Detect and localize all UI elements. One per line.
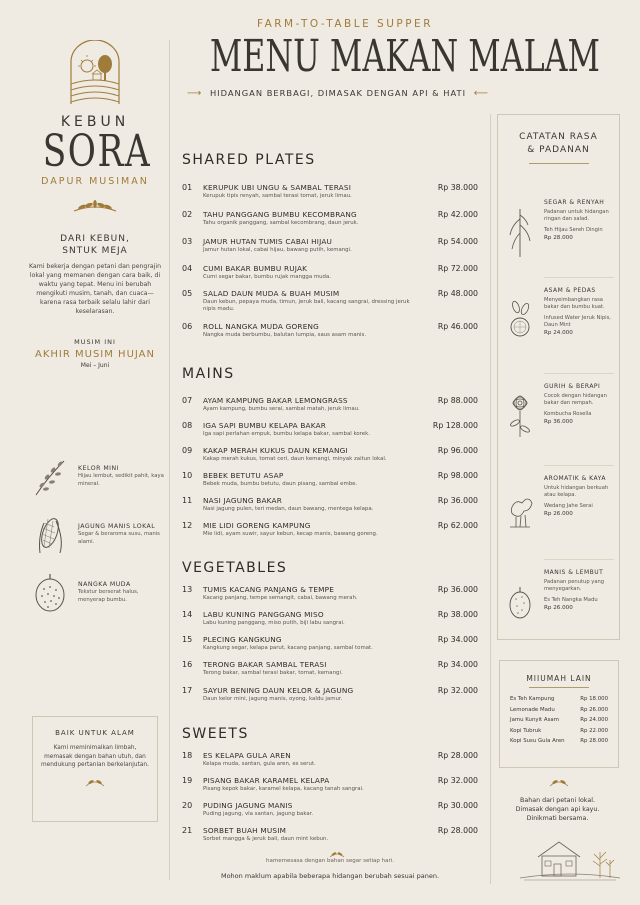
jackfruit-icon (30, 571, 70, 615)
menu-item-name: ROLL NANGKA MUDA GORENG (203, 322, 320, 331)
drink-row (500, 726, 618, 737)
menu-item-number: 02 (182, 210, 193, 219)
menu-item-name: PLECING KANGKUNG (203, 635, 282, 644)
menu-item-number: 20 (182, 801, 193, 810)
pairing-drink: Kombucha Rosella (544, 410, 592, 417)
pairing-divider (544, 277, 614, 278)
menu-item-price: Rp 38.000 (437, 610, 478, 619)
menu-item-description: Jamur hutan lokal, cabai hijau, bawang putih, kemangi. (203, 247, 352, 253)
pairing-divider (544, 559, 614, 560)
leaf-ornament-icon (70, 199, 120, 217)
pairing-divider (544, 465, 614, 466)
lemongrass-icon (506, 205, 534, 257)
drink-row (500, 736, 618, 747)
pairing-description: Padanan penutup yang menyegarkan. (544, 579, 605, 593)
menu-item-name: ES KELAPA GULA AREN (203, 751, 291, 760)
menu-item-name: MIE LIDI GORENG KAMPUNG (203, 521, 311, 530)
page-title: MENU MAKAN MALAM (209, 31, 600, 82)
menu-item-name: NASI JAGUNG BAKAR (203, 496, 282, 505)
menu-item-name: KERUPUK UBI UNGU & SAMBAL TERASI (203, 183, 352, 192)
menu-item-price: Rp 48.000 (437, 289, 478, 298)
nature-note-box (32, 716, 158, 822)
season-item (30, 571, 160, 629)
pairing-description: Menyeimbangkan rasa bakar dan bumbu kuat. (544, 297, 605, 311)
leaf-ornament-icon (84, 776, 106, 788)
menu-item-description: Daun kebun, pepaya muda, timun, jeruk bali, kacang sangrai, dressing jeruk nipis madu. (203, 299, 410, 313)
menu-item-number: 04 (182, 264, 193, 273)
intro-text: Kami bekerja dengan petani dan pengrajin lokal yang memanen dengan cara baik, di waktu yang tepat. Menu ini berubah mengikuti musim, tanah, dan cuaca—karena rasa terbaik selalu lahir dari keselarasan. (28, 263, 162, 315)
menu-item-number: 09 (182, 446, 193, 455)
season-item (30, 455, 164, 513)
pairing-drink: Es Teh Nangka Madu (544, 596, 598, 603)
menu-item-name: PUDING JAGUNG MANIS (203, 801, 293, 810)
menu-item-name: SALAD DAUN MUDA & BUAH MUSIM (203, 289, 340, 298)
menu-item-number: 01 (182, 183, 193, 192)
tagline (180, 88, 496, 99)
season-item-desc: Hijau lembut, sedikit pahit, kaya mineral. (78, 473, 164, 487)
menu-item-price: Rp 88.000 (437, 396, 478, 405)
menu-item-number: 11 (182, 496, 193, 505)
pairing-description: Cocok dengan hidangan bakar dan rempah. (544, 393, 607, 407)
drink-price: Rp 28.000 (580, 738, 608, 744)
pairing-heading (498, 131, 619, 157)
eyebrow-text: FARM-TO-TABLE SUPPER (257, 18, 433, 30)
pairing-price: Rp 26.000 (544, 604, 573, 611)
menu-item-name: KAKAP MERAH KUKUS DAUN KEMANGI (203, 446, 348, 455)
pairing-name: ASAM & PEDAS (544, 287, 596, 294)
drinks-heading-rule (529, 687, 589, 688)
menu-item-name: PISANG BAKAR KARAMEL KELAPA (203, 776, 330, 785)
menu-item-description: Bebek muda, bumbu betutu, daun pisang, sambal embe. (203, 481, 358, 487)
pairing-description: Untuk hidangan berkuah atau kelapa. (544, 485, 609, 499)
drink-row (500, 694, 618, 705)
menu-header (180, 18, 600, 99)
corn-icon (30, 513, 70, 557)
menu-item-price: Rp 30.000 (437, 801, 478, 810)
pairing-price: Rp 26.000 (544, 510, 573, 517)
menu-item-number: 10 (182, 471, 193, 480)
menu-item-number: 12 (182, 521, 193, 530)
footer-note-harvest: Mohon maklum apabila beberapa hidangan berubah sesuai panen. (220, 872, 440, 880)
menu-item-name: SAYUR BENING DAUN KELOR & JAGUNG (203, 686, 354, 695)
menu-item-number: 06 (182, 322, 193, 331)
menu-item-description: Kangkung segar, kelapa parut, kacang panjang, sambal tomat. (203, 645, 373, 651)
menu-item-name: LABU KUNING PANGGANG MISO (203, 610, 324, 619)
menu-item-name: AYAM KAMPUNG BAKAR LEMONGRASS (203, 396, 348, 405)
menu-item-price: Rp 54.000 (437, 237, 478, 246)
drinks-list (500, 694, 618, 747)
menu-item-name: TUMIS KACANG PANJANG & TEMPE (203, 585, 335, 594)
intro-heading (28, 233, 162, 257)
nature-text: Kami meminimalkan limbah, memasak dengan bahan utuh, dan mendukung pertanian berkelanjutan. (41, 745, 149, 768)
menu-item-description: Kacang panjang, tempe semangit, cabai, bawang merah. (203, 595, 358, 601)
menu-item-description: Nangka muda berbumbu, balutan lumpia, saus asam manis. (203, 332, 367, 338)
other-drinks-box (499, 660, 619, 768)
menu-item-price: Rp 32.000 (437, 776, 478, 785)
brand-top-text: KEBUN (60, 114, 130, 130)
divider-right (490, 114, 491, 884)
pairing-name: SEGAR & RENYAH (544, 199, 605, 206)
left-column (28, 40, 162, 369)
menu-item-name: BEBEK BETUTU ASAP (203, 471, 284, 480)
menu-item-description: Iga sapi perlahan empuk, bumbu kelapa bakar, sambal korek. (203, 431, 370, 437)
menu-item-price: Rp 34.000 (437, 660, 478, 669)
menu-item-price: Rp 36.000 (437, 585, 478, 594)
nature-heading: BAIK UNTUK ALAM (55, 729, 135, 737)
menu-item-number: 13 (182, 585, 193, 594)
pairing-heading-line-2: & PADANAN (527, 145, 590, 155)
menu-item-price: Rp 34.000 (437, 635, 478, 644)
menu-item-description: Mie lidi, ayam suwir, sayur kebun, kecap manis, bawang goreng. (203, 531, 378, 537)
menu-item-description: Kerupuk tipis renyah, sambal terasi tomat, jeruk limau. (203, 193, 352, 199)
drink-name: Es Teh Kampung (510, 696, 555, 702)
drink-price: Rp 24.000 (580, 717, 608, 723)
leaf-ornament-icon (548, 776, 570, 788)
divider-left (169, 40, 170, 880)
menu-item-description: Labu kuning panggang, miso putih, biji labu sangrai. (203, 620, 345, 626)
pairing-drink: Wedang Jahe Serai (544, 502, 593, 509)
pairing-description: Padanan untuk hidangan ringan dan salad. (544, 209, 609, 223)
drink-name: Kopi Susu Gula Aren (510, 738, 565, 744)
menu-item-price: Rp 42.000 (437, 210, 478, 219)
menu-item-price: Rp 62.000 (437, 521, 478, 530)
menu-item-price: Rp 96.000 (437, 446, 478, 455)
menu-item-number: 16 (182, 660, 193, 669)
menu-item-name: JAMUR HUTAN TUMIS CABAI HIJAU (203, 237, 333, 246)
pairing-price: Rp 24.000 (544, 330, 573, 337)
menu-item-price: Rp 36.000 (437, 496, 478, 505)
menu-item-price: Rp 98.000 (437, 471, 478, 480)
season-item-name: JAGUNG MANIS LOKAL (78, 523, 156, 530)
closing-line: Bahan dari petani lokal. (520, 797, 595, 804)
menu-item-name: TAHU PANGGANG BUMBU KECOMBRANG (203, 210, 357, 219)
moringa-branch-icon (30, 455, 70, 499)
ginger-icon (506, 481, 534, 533)
arrow-left-icon: ⟵ (473, 88, 490, 99)
season-item-name: NANGKA MUDA (78, 581, 131, 588)
menu-item-description: Cumi segar bakar, bumbu rujak mangga muda. (203, 274, 331, 280)
season-date: Mei – Juni (80, 362, 110, 369)
season-label: MUSIM INI (74, 338, 116, 346)
footer-note: hamemesasa dengan bahan segar setiap hari. (265, 858, 395, 864)
menu-item-price: Rp 72.000 (437, 264, 478, 273)
pairing-heading-line-1: CATATAN RASA (519, 132, 598, 142)
menu-item-description: Terong bakar, sambal terasi bakar, tomat, kemangi. (203, 670, 343, 676)
menu-item-number: 19 (182, 776, 193, 785)
closing-text (497, 796, 618, 823)
menu-item-description: Nasi jagung pulen, teri medan, daun bawang, mentega kelapa. (203, 506, 374, 512)
drink-price: Rp 26.000 (580, 706, 608, 713)
menu-item-description: Puding jagung, vla santan, jagung bakar. (203, 811, 314, 817)
menu-item-description: Kakap merah kukus, tomat ceri, daun kemangi, minyak zaitun lokal. (203, 456, 387, 462)
menu-item-description: Pisang kepok bakar, karamel kelapa, kacang tanah sangrai. (203, 786, 364, 792)
farm-logo-icon (63, 40, 127, 106)
menu-item-price: Rp 46.000 (437, 322, 478, 331)
drink-name: Lemonade Madu (510, 706, 555, 713)
menu-item-price: Rp 128.000 (432, 421, 478, 430)
section-title: VEGETABLES (182, 560, 288, 576)
menu-item-number: 03 (182, 237, 193, 246)
menu-item-description: Sorbet mangga & jeruk bali, daun mint kebun. (203, 836, 329, 842)
menu-item-name: SORBET BUAH MUSIM (203, 826, 287, 835)
season-item-desc: Tekstur berserat halus, menyerap bumbu. (78, 589, 139, 603)
jackfruit-icon (506, 575, 534, 627)
section-title: MAINS (182, 366, 235, 382)
menu-item-price: Rp 38.000 (437, 183, 478, 192)
drink-price: Rp 22.000 (580, 727, 608, 734)
pairing-price: Rp 28.000 (544, 234, 573, 241)
menu-item-description: Kelapa muda, santan, gula aren, es serut. (203, 761, 316, 767)
pairing-price: Rp 36.000 (544, 418, 573, 425)
pairing-heading-rule (529, 163, 589, 164)
drink-price: Rp 18.000 (580, 696, 608, 702)
rosella-flower-icon (506, 389, 534, 441)
menu-item-number: 08 (182, 421, 193, 430)
tagline-text: HIDANGAN BERBAGI, DIMASAK DENGAN API & HATI (209, 88, 467, 98)
season-item-name: KELOR MINI (78, 465, 119, 472)
menu-item-number: 17 (182, 686, 193, 695)
drink-row (500, 715, 618, 726)
menu-item-number: 15 (182, 635, 193, 644)
section-title: SHARED PLATES (182, 152, 316, 168)
lime-mint-icon (506, 293, 534, 345)
drink-name: Jamu Kunyit Asam (510, 717, 559, 723)
intro-heading-line-1: DARI KEBUN, (60, 234, 130, 244)
section-title: SWEETS (182, 726, 249, 742)
menu-item-description: Tahu organik panggang, sambal kecombrang, daun jeruk. (203, 220, 359, 226)
drink-name: Kopi Tubruk (510, 727, 542, 734)
menu-item-name: CUMI BAKAR BUMBU RUJAK (203, 264, 308, 273)
closing-line: Dinikmati bersama. (526, 815, 589, 822)
menu-item-number: 21 (182, 826, 193, 835)
closing-line: Dimasak dengan api kayu. (515, 806, 600, 813)
pairing-box (497, 114, 620, 640)
pairing-divider (544, 373, 614, 374)
menu-item-number: 07 (182, 396, 193, 405)
menu-item-price: Rp 28.000 (437, 751, 478, 760)
farmhouse-illustration-icon (520, 830, 620, 882)
season-title: AKHIR MUSIM HUJAN (35, 349, 155, 360)
arrow-right-icon: ⟶ (186, 88, 203, 99)
menu-item-number: 14 (182, 610, 193, 619)
pairing-name: GURIH & BERAPI (544, 383, 601, 390)
brand-name: SORA (42, 126, 152, 177)
menu-item-number: 18 (182, 751, 193, 760)
season-ingredients (30, 455, 164, 629)
drink-row (500, 705, 618, 716)
season-item-desc: Segar & beraroma susu, manis alami. (78, 531, 160, 545)
menu-item-name: TERONG BAKAR SAMBAL TERASI (203, 660, 327, 669)
menu-item-name: IGA SAPI BUMBU KELAPA BAKAR (203, 421, 327, 430)
menu-item-description: Daun kelor mini, jagung manis, oyong, kaldu jamur. (203, 696, 343, 702)
menu-item-price: Rp 28.000 (437, 826, 478, 835)
pairing-drink: Teh Hijau Sereh Dingin (544, 226, 603, 233)
pairing-name: MANIS & LEMBUT (544, 569, 604, 576)
menu-item-number: 05 (182, 289, 193, 298)
menu-item-description: Ayam kampung, bumbu serai, sambal matah, jeruk limau. (203, 406, 360, 412)
brand-subtitle: DAPUR MUSIMAN (41, 176, 149, 187)
season-item (30, 513, 160, 571)
menu-item-price: Rp 32.000 (437, 686, 478, 695)
pairing-name: AROMATIK & KAYA (544, 475, 606, 482)
intro-heading-line-2: SNTUK MEJA (62, 246, 128, 256)
pairing-drink: Infused Water Jeruk Nipis, Daun Mint (544, 314, 611, 328)
drinks-heading: MIIUMAH LAIN (526, 674, 592, 683)
